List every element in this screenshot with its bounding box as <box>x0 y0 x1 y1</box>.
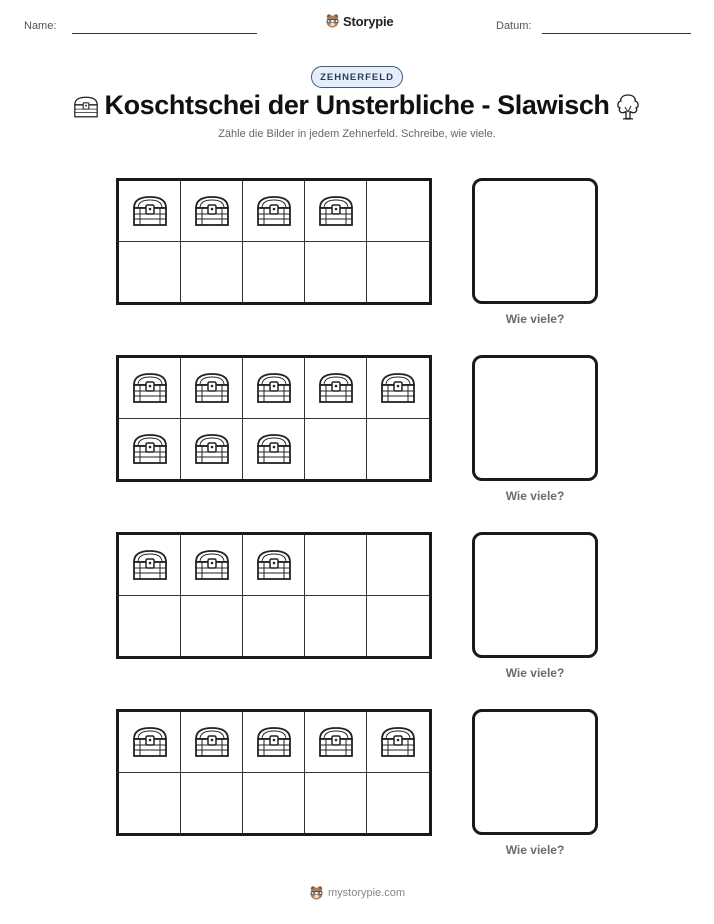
ten-frame-cell <box>305 242 367 303</box>
name-label: Name: <box>24 20 57 32</box>
ten-frame-cell <box>367 773 429 834</box>
ten-frame-cell <box>305 419 367 480</box>
answer-box-3[interactable] <box>472 532 598 658</box>
date-label: Datum: <box>496 20 532 32</box>
treasure-chest-icon <box>130 194 170 228</box>
ten-frame-4 <box>116 709 432 836</box>
treasure-chest-icon <box>254 548 294 582</box>
ten-frame-cell <box>119 358 181 419</box>
ten-frame-2 <box>116 355 432 482</box>
ten-frame-cell <box>181 773 243 834</box>
worksheet-type-badge: ZEHNERFELD <box>311 66 403 88</box>
ten-frame-cell <box>305 712 367 773</box>
ten-frame-cell <box>119 773 181 834</box>
treasure-chest-icon <box>254 432 294 466</box>
treasure-chest-icon <box>130 432 170 466</box>
ten-frame-cell <box>119 712 181 773</box>
ten-frame-cell <box>367 596 429 657</box>
ten-frame-cell <box>367 419 429 480</box>
ten-frame-cell <box>243 773 305 834</box>
answer-box-1[interactable] <box>472 178 598 304</box>
ten-frame-cell <box>367 181 429 242</box>
ten-frame-cell <box>243 712 305 773</box>
worksheet-title: Koschtschei der Unsterbliche - Slawisch <box>104 90 610 120</box>
ten-frame-cell <box>243 358 305 419</box>
ten-frame-cell <box>305 773 367 834</box>
treasure-chest-icon <box>316 194 356 228</box>
treasure-chest-icon <box>254 725 294 759</box>
treasure-chest-icon <box>254 371 294 405</box>
treasure-chest-icon <box>378 725 418 759</box>
instruction-text: Zähle die Bilder in jedem Zehnerfeld. Schreibe, wie viele. <box>218 128 496 140</box>
ten-frame-cell <box>181 358 243 419</box>
ten-frame-cell <box>181 712 243 773</box>
answer-label-2: Wie viele? <box>505 489 565 503</box>
date-line[interactable] <box>542 33 691 34</box>
footer-url: mystorypie.com <box>327 887 406 899</box>
ten-frame-cell <box>119 181 181 242</box>
ten-frame-cell <box>367 535 429 596</box>
answer-label-3: Wie viele? <box>505 666 565 680</box>
ten-frame-cell <box>243 242 305 303</box>
ten-frame-cell <box>243 419 305 480</box>
treasure-chest-icon <box>316 371 356 405</box>
ten-frame-cell <box>181 419 243 480</box>
ten-frame-cell <box>181 535 243 596</box>
brand-name: Storypie <box>343 13 394 29</box>
treasure-chest-icon <box>130 371 170 405</box>
ten-frame-3 <box>116 532 432 659</box>
ten-frame-cell <box>305 596 367 657</box>
ten-frame-cell <box>367 358 429 419</box>
answer-box-2[interactable] <box>472 355 598 481</box>
treasure-chest-icon <box>130 548 170 582</box>
ten-frame-cell <box>367 712 429 773</box>
ten-frame-cell <box>181 242 243 303</box>
ten-frame-cell <box>305 535 367 596</box>
treasure-chest-icon <box>254 194 294 228</box>
treasure-chest-icon <box>192 725 232 759</box>
ten-frame-cell <box>243 181 305 242</box>
name-line[interactable] <box>72 33 257 34</box>
ten-frame-cell <box>181 596 243 657</box>
storypie-mascot-icon <box>309 885 324 901</box>
ten-frame-cell <box>305 181 367 242</box>
ten-frame-cell <box>119 535 181 596</box>
ten-frame-cell <box>243 596 305 657</box>
tree-icon <box>614 92 642 122</box>
answer-label-4: Wie viele? <box>505 843 565 857</box>
treasure-chest-icon <box>316 725 356 759</box>
ten-frame-cell <box>305 358 367 419</box>
ten-frame-cell <box>243 535 305 596</box>
treasure-chest-icon <box>192 371 232 405</box>
ten-frame-cell <box>367 242 429 303</box>
treasure-chest-icon <box>192 194 232 228</box>
ten-frame-cell <box>119 419 181 480</box>
answer-label-1: Wie viele? <box>505 312 565 326</box>
ten-frame-cell <box>119 596 181 657</box>
footer <box>0 885 714 901</box>
treasure-chest-icon <box>192 548 232 582</box>
treasure-chest-icon <box>130 725 170 759</box>
answer-box-4[interactable] <box>472 709 598 835</box>
treasure-chest-icon <box>378 371 418 405</box>
ten-frame-cell <box>119 242 181 303</box>
storypie-mascot-icon <box>325 13 340 29</box>
brand-logo <box>325 13 393 29</box>
ten-frame-cell <box>181 181 243 242</box>
ten-frame-1 <box>116 178 432 305</box>
treasure-chest-icon <box>192 432 232 466</box>
